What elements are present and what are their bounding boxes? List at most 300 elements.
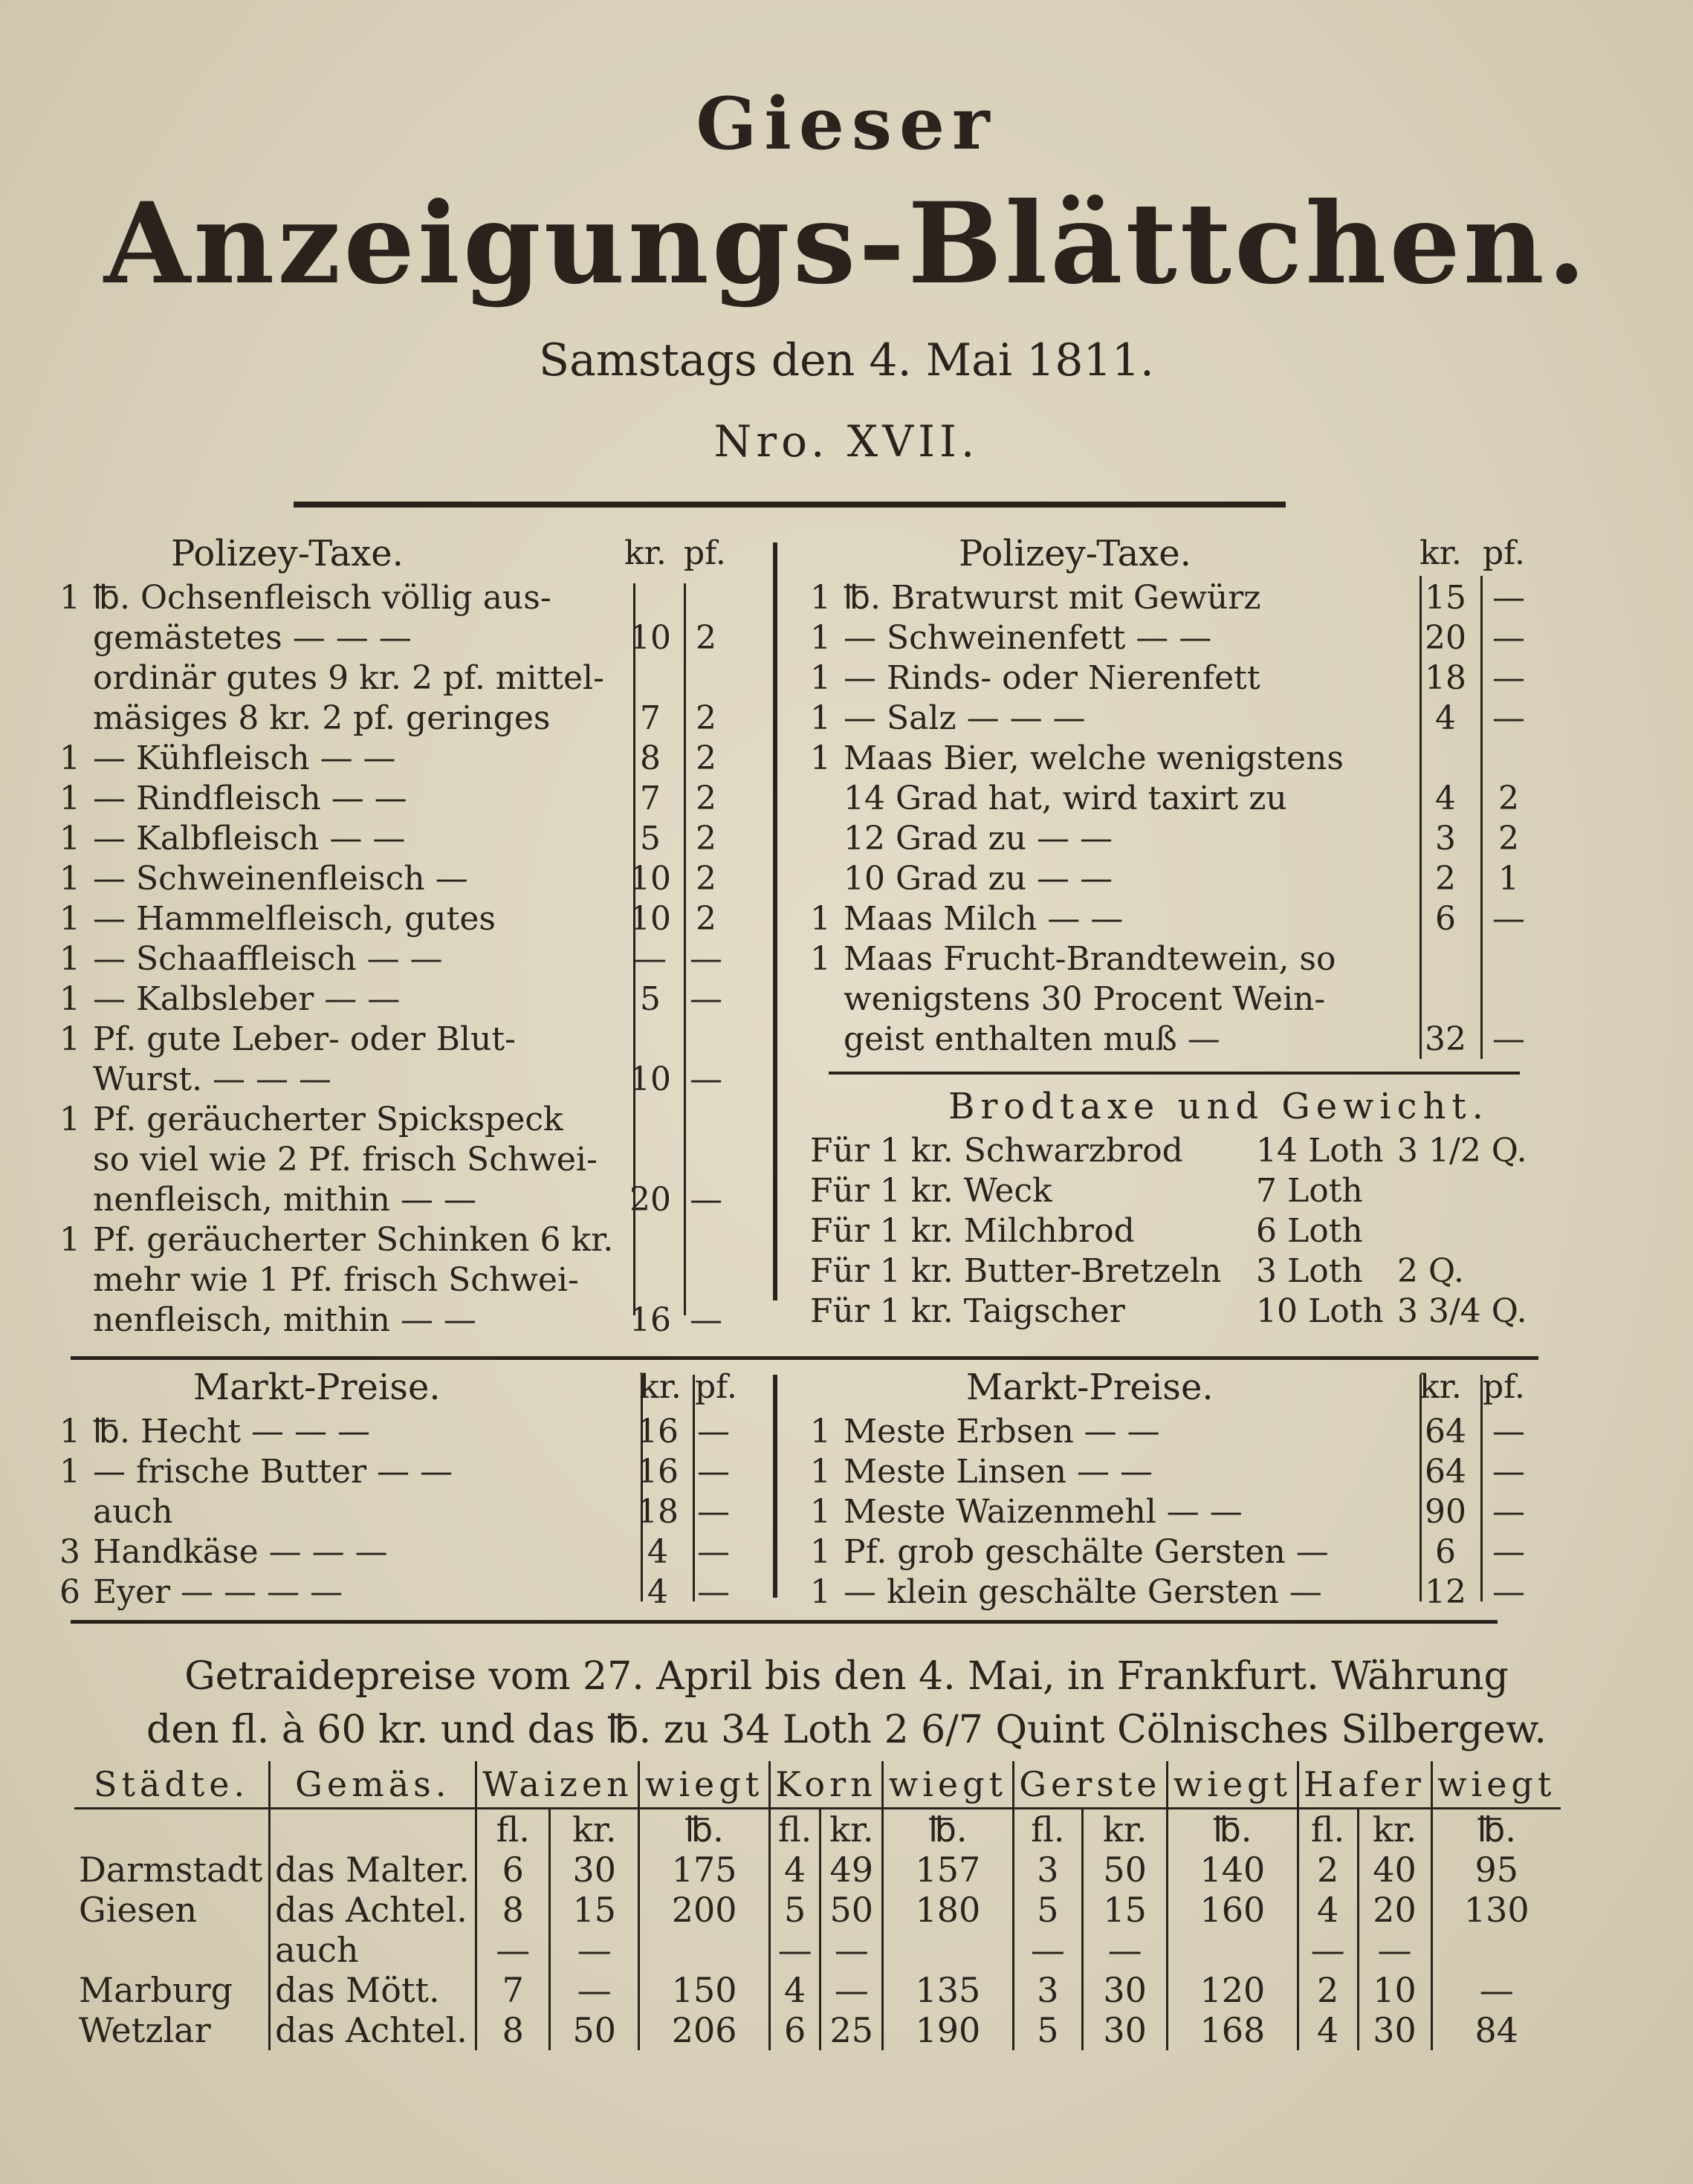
table-row xyxy=(59,1060,758,1100)
table-row xyxy=(810,1412,1628,1452)
item-description: — Schweinenfett — — xyxy=(844,619,1212,657)
quantity: 1 xyxy=(810,659,831,697)
quantity: 1 xyxy=(59,820,80,858)
city: Giesen xyxy=(79,1890,198,1930)
table-row xyxy=(810,739,1628,779)
quantity: 1 xyxy=(810,579,831,617)
lb-unit: ℔. xyxy=(639,1809,769,1850)
column-divider xyxy=(773,1375,777,1598)
price-kr: 2 xyxy=(1435,860,1456,898)
grain-value: 3 xyxy=(1013,1850,1083,1890)
issue-number: Nro. XVII. xyxy=(713,416,980,467)
table-row xyxy=(810,1452,1628,1492)
col-header: wiegt xyxy=(1431,1761,1561,1809)
table-row xyxy=(59,699,758,739)
pf-header: pf. xyxy=(695,1368,737,1406)
price-kr: 4 xyxy=(1435,699,1456,737)
grain-value: 25 xyxy=(820,2010,883,2050)
bread-quint: 3 1/2 Q. xyxy=(1397,1132,1527,1170)
unit-row xyxy=(74,1809,1561,1850)
grain-value: 50 xyxy=(550,2010,639,2050)
kr-unit: kr. xyxy=(1083,1809,1168,1850)
bread-weight: 14 Loth xyxy=(1256,1132,1384,1170)
bread-quint: 3 3/4 Q. xyxy=(1397,1292,1527,1330)
section-title: Markt-Preise. xyxy=(193,1367,441,1408)
brodtaxe xyxy=(810,1086,1628,1332)
item-description: ℔. Hecht — — — xyxy=(93,1413,370,1451)
price-kr: 5 xyxy=(640,820,661,858)
quantity: 6 xyxy=(59,1573,80,1611)
grain-value: 140 xyxy=(1168,1850,1298,1890)
bread-item: Für 1 kr. Butter-Bretzeln xyxy=(810,1252,1222,1290)
price-kr: 4 xyxy=(1435,780,1456,817)
quantity: 1 xyxy=(59,579,80,617)
lb-unit: ℔. xyxy=(1168,1809,1298,1850)
price-kr: 18 xyxy=(637,1493,679,1531)
quantity: 1 xyxy=(810,1413,831,1451)
measure: das Achtel. xyxy=(270,1890,476,1930)
price-kr: 15 xyxy=(1425,579,1466,617)
quantity: 1 xyxy=(59,739,80,777)
table-row xyxy=(59,979,758,1020)
col-header: wiegt xyxy=(639,1761,769,1809)
item-description: Maas Bier, welche wenigstens xyxy=(844,739,1344,777)
item-description: — Kalbfleisch — — xyxy=(93,820,406,858)
price-pf: — xyxy=(697,1413,730,1451)
item-description: Pf. geräucherter Schinken 6 kr. xyxy=(93,1221,614,1259)
lb-unit: ℔. xyxy=(1431,1809,1561,1850)
price-kr: 4 xyxy=(647,1573,668,1611)
item-description: Meste Waizenmehl — — xyxy=(844,1493,1243,1531)
brodtaxe-title: Brodtaxe und Gewicht. xyxy=(948,1086,1489,1127)
city: Darmstadt xyxy=(79,1850,263,1890)
grain-value: 20 xyxy=(1358,1890,1431,1930)
item-description: ordinär gutes 9 kr. 2 pf. mittel- xyxy=(93,659,604,697)
grain-value: 30 xyxy=(550,1850,639,1890)
grain-value: 175 xyxy=(639,1850,769,1890)
measure: das Malter. xyxy=(270,1850,476,1890)
item-description: auch xyxy=(93,1493,173,1531)
price-kr: 64 xyxy=(1425,1413,1466,1451)
fl-unit: fl. xyxy=(769,1809,820,1850)
grain-value xyxy=(639,1930,769,1970)
issue-date: Samstags den 4. Mai 1811. xyxy=(539,334,1154,386)
table-row xyxy=(59,1412,773,1452)
section-rule xyxy=(71,1356,1538,1360)
grain-value: 157 xyxy=(883,1850,1013,1890)
grain-value: 120 xyxy=(1168,1970,1298,2010)
getraide-table xyxy=(74,1761,1561,2050)
price-pf: — xyxy=(1492,699,1525,737)
table-row xyxy=(810,699,1628,739)
table-row xyxy=(810,979,1628,1020)
item-description: Pf. geräucherter Spickspeck xyxy=(93,1101,563,1138)
price-kr: 6 xyxy=(1435,1533,1456,1571)
price-kr: 16 xyxy=(637,1453,679,1491)
kr-header: kr. xyxy=(1420,1368,1462,1406)
item-description: gemästetes — — — xyxy=(93,619,412,657)
markt-preise-right xyxy=(810,1367,1628,1613)
grain-value: 40 xyxy=(1358,1850,1431,1890)
pf-header: pf. xyxy=(1483,1368,1525,1406)
grain-value: 30 xyxy=(1083,1970,1168,2010)
city xyxy=(74,1930,270,1970)
bread-item: Für 1 kr. Taigscher xyxy=(810,1292,1125,1330)
table-header-row xyxy=(74,1761,1561,1809)
table-row xyxy=(59,578,758,618)
price-pf: — xyxy=(690,1060,722,1098)
col-header: Korn xyxy=(769,1761,882,1809)
item-description: Pf. grob geschälte Gersten — xyxy=(844,1533,1329,1571)
price-kr: 5 xyxy=(640,980,661,1018)
item-description: — Schaaffleisch — — xyxy=(93,940,443,978)
grain-value: 4 xyxy=(1298,1890,1358,1930)
price-kr: 32 xyxy=(1425,1020,1466,1058)
price-pf: 2 xyxy=(696,780,716,817)
price-kr: 20 xyxy=(1425,619,1466,657)
item-description: — Salz — — — xyxy=(844,699,1086,737)
item-description: nenfleisch, mithin — — xyxy=(93,1181,476,1219)
price-pf: 1 xyxy=(1498,860,1519,898)
pf-header: pf. xyxy=(1483,534,1525,572)
masthead-rule xyxy=(294,502,1286,508)
table-row xyxy=(810,618,1628,658)
grain-value: — xyxy=(550,1970,639,2010)
quantity: 1 xyxy=(810,940,831,978)
bread-item: Für 1 kr. Weck xyxy=(810,1172,1052,1210)
price-kr: 10 xyxy=(629,900,671,938)
kr-header: kr. xyxy=(639,1368,682,1406)
table-row xyxy=(810,939,1628,979)
price-kr: 18 xyxy=(1425,659,1466,697)
price-kr: 10 xyxy=(629,619,671,657)
item-description: — Kühfleisch — — xyxy=(93,739,396,777)
col-header: Gerste xyxy=(1013,1761,1168,1809)
price-pf: 2 xyxy=(696,820,716,858)
grain-value: 168 xyxy=(1168,2010,1298,2050)
quantity: 1 xyxy=(59,1413,80,1451)
grain-value: 2 xyxy=(1298,1850,1358,1890)
price-pf: — xyxy=(697,1573,730,1611)
quantity: 1 xyxy=(59,860,80,898)
bread-item: Für 1 kr. Milchbrod xyxy=(810,1212,1135,1250)
kr-unit: kr. xyxy=(820,1809,883,1850)
item-description: — Schweinenfleisch — xyxy=(93,860,468,898)
table-row xyxy=(59,1180,758,1220)
quantity: 1 xyxy=(59,1101,80,1138)
city: Wetzlar xyxy=(79,2010,211,2050)
grain-value: — xyxy=(1358,1930,1431,1970)
grain-value: 6 xyxy=(769,2010,820,2050)
quantity: 1 xyxy=(810,1453,831,1491)
grain-value: 15 xyxy=(550,1890,639,1930)
price-kr: 4 xyxy=(647,1533,668,1571)
section-title: Polizey-Taxe. xyxy=(959,533,1191,574)
table-row xyxy=(74,1970,1561,2010)
grain-value: 200 xyxy=(639,1890,769,1930)
item-description: wenigstens 30 Procent Wein- xyxy=(844,980,1326,1018)
price-kr: — xyxy=(634,940,667,978)
price-pf: 2 xyxy=(1498,820,1519,858)
item-description: 12 Grad zu — — xyxy=(844,820,1113,858)
item-description: mehr wie 1 Pf. frisch Schwei- xyxy=(93,1261,579,1299)
grain-value: — xyxy=(769,1930,820,1970)
grain-value: 206 xyxy=(639,2010,769,2050)
price-kr: 16 xyxy=(629,1301,671,1339)
price-pf: — xyxy=(690,940,722,978)
price-pf: — xyxy=(1492,1453,1525,1491)
grain-value: — xyxy=(1298,1930,1358,1970)
table-row xyxy=(59,618,758,658)
price-pf: — xyxy=(690,1301,722,1339)
item-description: Handkäse — — — xyxy=(93,1533,388,1571)
price-kr: 10 xyxy=(629,860,671,898)
table-row xyxy=(74,1890,1561,1930)
grain-value: 5 xyxy=(769,1890,820,1930)
table-row xyxy=(810,819,1628,859)
table-row xyxy=(59,658,758,699)
grain-value: 180 xyxy=(883,1890,1013,1930)
item-description: — Hammelfleisch, gutes xyxy=(93,900,496,938)
table-row xyxy=(59,1260,758,1300)
brodtaxe-rule xyxy=(829,1072,1520,1075)
grain-value: 49 xyxy=(820,1850,883,1890)
price-pf: 2 xyxy=(696,699,716,737)
table-row xyxy=(810,1492,1628,1532)
item-description: Maas Milch — — xyxy=(844,900,1124,938)
measure: das Mött. xyxy=(270,1970,476,2010)
measure: das Achtel. xyxy=(270,2010,476,2050)
grain-value: 30 xyxy=(1083,2010,1168,2050)
grain-value: — xyxy=(476,1930,550,1970)
quantity: 1 xyxy=(810,619,831,657)
price-kr: 3 xyxy=(1435,820,1456,858)
grain-value: 190 xyxy=(883,2010,1013,2050)
item-description: ℔. Bratwurst mit Gewürz xyxy=(844,579,1261,617)
price-kr: 10 xyxy=(629,1060,671,1098)
quantity: 1 xyxy=(810,699,831,737)
table-row xyxy=(810,859,1628,899)
kr-unit: kr. xyxy=(1358,1809,1431,1850)
quantity: 1 xyxy=(810,1573,831,1611)
col-header: Waizen xyxy=(476,1761,639,1809)
fl-unit: fl. xyxy=(1013,1809,1083,1850)
table-row xyxy=(810,1251,1628,1292)
grain-value: 7 xyxy=(476,1970,550,2010)
table-row xyxy=(59,1300,758,1341)
grain-value xyxy=(1431,1930,1561,1970)
pf-header: pf. xyxy=(684,534,726,572)
table-row xyxy=(810,1131,1628,1171)
city: Marburg xyxy=(79,1970,233,2010)
col-header: wiegt xyxy=(1168,1761,1298,1809)
table-row xyxy=(810,779,1628,819)
quantity: 1 xyxy=(810,739,831,777)
col-header: wiegt xyxy=(883,1761,1013,1809)
col-header: Städte. xyxy=(74,1761,270,1809)
price-kr: 64 xyxy=(1425,1453,1466,1491)
item-description: Meste Erbsen — — xyxy=(844,1413,1160,1451)
price-pf: — xyxy=(690,980,722,1018)
fl-unit: fl. xyxy=(476,1809,550,1850)
item-description: Eyer — — — — xyxy=(93,1573,343,1611)
section-title: Markt-Preise. xyxy=(966,1367,1214,1408)
masthead-title-small: Gieser xyxy=(696,82,997,166)
grain-value: — xyxy=(820,1930,883,1970)
column-divider xyxy=(773,542,777,1300)
price-pf: — xyxy=(1492,900,1525,938)
col-header: Gemäs. xyxy=(270,1761,476,1809)
section-rule xyxy=(71,1620,1498,1624)
table-row xyxy=(810,658,1628,699)
grain-value: — xyxy=(1431,1970,1561,2010)
price-pf: 2 xyxy=(696,860,716,898)
table-row xyxy=(59,1452,773,1492)
grain-value: 4 xyxy=(769,1850,820,1890)
item-description: nenfleisch, mithin — — xyxy=(93,1301,476,1339)
price-kr: 7 xyxy=(640,780,661,817)
item-description: — Kalbsleber — — xyxy=(93,980,401,1018)
section-title: Polizey-Taxe. xyxy=(171,533,404,574)
kr-header: kr. xyxy=(624,534,667,572)
bread-item: Für 1 kr. Schwarzbrod xyxy=(810,1132,1183,1170)
table-row xyxy=(59,779,758,819)
grain-value: — xyxy=(1083,1930,1168,1970)
table-row xyxy=(810,1171,1628,1211)
price-pf: — xyxy=(697,1453,730,1491)
grain-value: 4 xyxy=(1298,2010,1358,2050)
item-description: — klein geschälte Gersten — xyxy=(844,1573,1322,1611)
table-row xyxy=(59,859,758,899)
grain-value: 130 xyxy=(1431,1890,1561,1930)
item-description: — Rindfleisch — — xyxy=(93,780,407,817)
table-row xyxy=(59,1572,773,1613)
grain-value: — xyxy=(820,1970,883,2010)
col-header: Hafer xyxy=(1298,1761,1431,1809)
bread-weight: 3 Loth xyxy=(1256,1252,1363,1290)
table-row xyxy=(59,1100,758,1140)
item-description: mäsiges 8 kr. 2 pf. geringes xyxy=(93,699,551,737)
grain-value: 4 xyxy=(769,1970,820,2010)
price-kr: 7 xyxy=(640,699,661,737)
item-description: — Rinds- oder Nierenfett xyxy=(844,659,1260,697)
kr-header: kr. xyxy=(1420,534,1462,572)
table-row xyxy=(59,739,758,779)
quantity: 1 xyxy=(59,780,80,817)
grain-value: 160 xyxy=(1168,1890,1298,1930)
grain-value: 50 xyxy=(820,1890,883,1930)
bread-weight: 6 Loth xyxy=(1256,1212,1363,1250)
grain-value: 30 xyxy=(1358,2010,1431,2050)
grain-value: 150 xyxy=(639,1970,769,2010)
polizey-taxe-left xyxy=(59,534,758,1341)
grain-value: 95 xyxy=(1431,1850,1561,1890)
quantity: 1 xyxy=(59,940,80,978)
price-pf: — xyxy=(690,1181,722,1219)
grain-value: 8 xyxy=(476,1890,550,1930)
quantity: 1 xyxy=(59,980,80,1018)
item-description: so viel wie 2 Pf. frisch Schwei- xyxy=(93,1141,598,1179)
grain-value: 6 xyxy=(476,1850,550,1890)
table-row xyxy=(59,939,758,979)
quantity: 1 xyxy=(59,1020,80,1058)
price-pf: 2 xyxy=(696,900,716,938)
grain-value: 3 xyxy=(1013,1970,1083,2010)
table-row xyxy=(810,1292,1628,1332)
item-description: geist enthalten muß — xyxy=(844,1020,1220,1058)
getraide-caption-line2: den fl. à 60 kr. und das ℔. zu 34 Loth 2 6/7 Quint Cölnisches Silbergew. xyxy=(146,1708,1547,1752)
price-kr: 12 xyxy=(1425,1573,1466,1611)
table-row xyxy=(59,1220,758,1260)
price-pf: 2 xyxy=(1498,780,1519,817)
price-kr: 8 xyxy=(640,739,661,777)
item-description: 10 Grad zu — — xyxy=(844,860,1113,898)
table-row xyxy=(810,1211,1628,1251)
price-pf: — xyxy=(1492,1493,1525,1531)
grain-value: 84 xyxy=(1431,2010,1561,2050)
table-row xyxy=(810,1020,1628,1060)
quantity: 1 xyxy=(59,900,80,938)
masthead-title: Anzeigungs-Blättchen. xyxy=(103,178,1590,309)
price-pf: — xyxy=(697,1533,730,1571)
table-row xyxy=(59,1492,773,1532)
table-row xyxy=(810,1572,1628,1613)
grain-value: — xyxy=(550,1930,639,1970)
grain-value: 2 xyxy=(1298,1970,1358,2010)
grain-value: 8 xyxy=(476,2010,550,2050)
price-pf: — xyxy=(1492,579,1525,617)
kr-unit: kr. xyxy=(550,1809,639,1850)
quantity: 3 xyxy=(59,1533,80,1571)
price-pf: — xyxy=(1492,1020,1525,1058)
table-row xyxy=(810,899,1628,939)
grain-value: 5 xyxy=(1013,2010,1083,2050)
fl-unit: fl. xyxy=(1298,1809,1358,1850)
table-row xyxy=(59,1532,773,1572)
measure: auch xyxy=(270,1930,476,1970)
item-description: Wurst. — — — xyxy=(93,1060,332,1098)
grain-value xyxy=(883,1930,1013,1970)
grain-value: 5 xyxy=(1013,1890,1083,1930)
item-description: Meste Linsen — — xyxy=(844,1453,1153,1491)
bread-weight: 10 Loth xyxy=(1256,1292,1384,1330)
grain-value: 10 xyxy=(1358,1970,1431,2010)
price-kr: 6 xyxy=(1435,900,1456,938)
getraide-caption-line1: Getraidepreise vom 27. April bis den 4. Mai, in Frankfurt. Währung xyxy=(184,1654,1509,1699)
quantity: 1 xyxy=(59,1453,80,1491)
price-pf: — xyxy=(1492,619,1525,657)
price-pf: — xyxy=(1492,659,1525,697)
price-kr: 20 xyxy=(629,1181,671,1219)
price-pf: — xyxy=(1492,1533,1525,1571)
table-row xyxy=(810,578,1628,618)
table-row xyxy=(59,899,758,939)
item-description: — frische Butter — — xyxy=(93,1453,453,1491)
price-pf: 2 xyxy=(696,619,716,657)
item-description: Maas Frucht-Brandtewein, so xyxy=(844,940,1336,978)
markt-preise-left xyxy=(59,1367,773,1613)
table-row xyxy=(810,1532,1628,1572)
lb-unit: ℔. xyxy=(883,1809,1013,1850)
grain-value: — xyxy=(1013,1930,1083,1970)
item-description: ℔. Ochsenfleisch völlig aus- xyxy=(93,579,551,617)
grain-value: 135 xyxy=(883,1970,1013,2010)
price-pf: — xyxy=(1492,1573,1525,1611)
grain-value: 15 xyxy=(1083,1890,1168,1930)
price-pf: — xyxy=(697,1493,730,1531)
price-kr: 90 xyxy=(1425,1493,1466,1531)
bread-weight: 7 Loth xyxy=(1256,1172,1363,1210)
